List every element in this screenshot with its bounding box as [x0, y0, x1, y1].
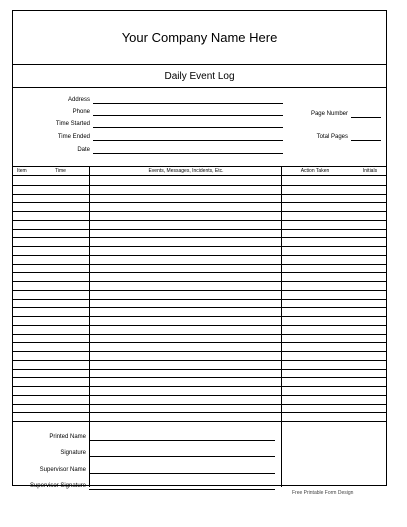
log-row-line [13, 342, 386, 343]
col-action: Action Taken [300, 168, 330, 174]
supervisor-signature-label: Supervisor Signature [29, 483, 86, 489]
time-ended-label: Time Ended [57, 134, 90, 140]
log-row-line [13, 386, 386, 387]
log-row-line [13, 351, 386, 352]
total-pages-label: Total Pages [316, 134, 348, 140]
header-section [13, 88, 386, 167]
log-row-line [13, 360, 386, 361]
log-row-line [13, 299, 386, 300]
col-events: Events, Messages, Incidents, Etc. [148, 168, 224, 174]
log-row-line [13, 325, 386, 326]
log-row-line [13, 404, 386, 405]
page-number-label: Page Number [310, 111, 348, 117]
company-name: Your Company Name Here [13, 11, 386, 65]
log-row-line [13, 220, 386, 221]
event-log-form [12, 10, 387, 489]
signature-section [13, 421, 386, 487]
column-header-row [13, 167, 386, 176]
date-field[interactable] [77, 145, 283, 155]
log-row-line [13, 395, 386, 396]
log-grid[interactable] [13, 176, 386, 421]
log-row-line [13, 202, 386, 203]
log-row-line [13, 229, 386, 230]
signature-field[interactable] [60, 448, 275, 458]
footer-credit: Free Printable Form Design [292, 490, 354, 496]
time-started-label: Time Started [55, 121, 90, 127]
col-initials: Initials [362, 168, 378, 174]
supervisor-name-label: Supervisor Name [39, 467, 86, 473]
col-item: Item [17, 168, 27, 174]
log-row-line [13, 264, 386, 265]
supervisor-name-field[interactable] [39, 465, 275, 475]
time-started-field[interactable] [55, 119, 283, 129]
log-row-line [13, 246, 386, 247]
log-row-line [13, 307, 386, 308]
page-number-field[interactable] [310, 109, 381, 119]
col-time: Time [55, 168, 66, 174]
log-row-line [13, 334, 386, 335]
log-row-line [13, 412, 386, 413]
printed-name-label: Printed Name [49, 434, 86, 440]
log-row-line [13, 237, 386, 238]
form-title: Daily Event Log [13, 65, 386, 88]
log-row-line [13, 316, 386, 317]
printed-name-field[interactable] [49, 432, 275, 442]
phone-label: Phone [72, 109, 90, 115]
address-field[interactable] [67, 95, 283, 105]
log-row-line [13, 281, 386, 282]
log-row-line [13, 290, 386, 291]
log-row-line [13, 185, 386, 186]
log-row-line [13, 272, 386, 273]
phone-field[interactable] [72, 107, 283, 117]
signature-label: Signature [60, 450, 86, 456]
address-label: Address [67, 97, 90, 103]
total-pages-field[interactable] [316, 132, 381, 142]
time-ended-field[interactable] [57, 132, 283, 142]
log-row-line [13, 369, 386, 370]
log-row-line [13, 255, 386, 256]
log-row-line [13, 377, 386, 378]
log-row-line [13, 211, 386, 212]
supervisor-signature-field[interactable] [29, 481, 275, 491]
log-row-line [13, 194, 386, 195]
date-label: Date [77, 147, 90, 153]
